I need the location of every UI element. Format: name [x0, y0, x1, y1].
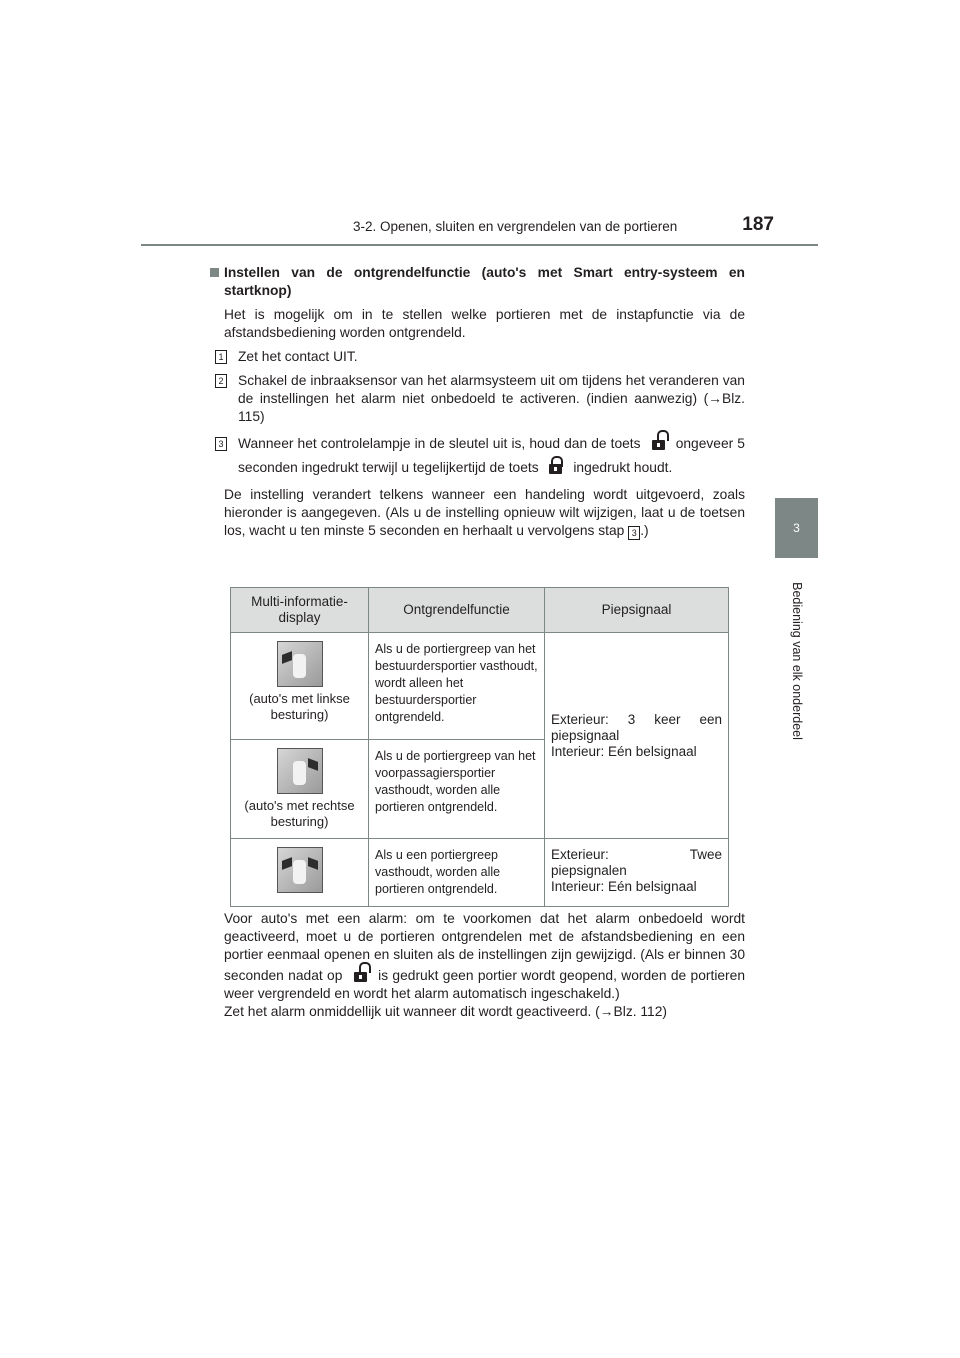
column-header: Piepsignaal — [545, 588, 729, 633]
beep-cell — [545, 839, 729, 907]
table-row — [231, 633, 729, 740]
step-number: 2 — [215, 374, 227, 388]
explanation-paragraph — [210, 486, 745, 540]
intro-paragraph: Het is mogelijk om in te stellen welke portieren met de instapfunctie via de afstandsbediening worden ontgrendeld. — [224, 307, 745, 340]
step-number: 1 — [215, 350, 227, 364]
step-3 — [210, 432, 745, 480]
alarm-note-final: Zet het alarm onmiddellijk uit wanneer dit wordt geactiveerd. (→Blz. 112) — [224, 1004, 667, 1019]
chapter-label: Bediening van elk onderdeel — [790, 582, 804, 740]
beep-cell — [545, 633, 729, 839]
passenger-door-display-icon — [277, 748, 323, 794]
section-title: 3-2. Openen, sluiten en vergrendelen van de portieren — [353, 219, 678, 234]
square-bullet-icon — [210, 268, 219, 277]
display-cell — [231, 740, 369, 839]
step-2 — [210, 372, 745, 426]
function-cell: Als u de portiergreep van het bestuurdersportier vasthoudt, wordt alleen het bestuurdersportier ontgrendeld. — [369, 633, 545, 740]
step-text: Wanneer het controlelampje in de sleutel uit is, houd dan de toets — [238, 436, 641, 451]
chapter-number: 3 — [793, 521, 800, 535]
step-reference: 3 — [628, 526, 640, 540]
section-heading — [210, 264, 745, 300]
beep-interior: Interieur: Eén belsignaal — [551, 879, 697, 894]
header-divider — [141, 244, 818, 246]
step-text: ongeveer 5 seconden ingedrukt terwijl u tegelijkertijd de toets — [238, 436, 745, 475]
beep-interior: Interieur: Eén belsignaal — [551, 743, 697, 759]
alarm-note-text: is gedrukt geen portier wordt geopend, worden de portieren weer vergrendeld en wordt het alarm automatisch ingeschakeld.) — [224, 968, 746, 1001]
heading-text: Instellen van de ontgrendelfunctie (auto's met Smart entry-systeem en startknop) — [224, 265, 745, 298]
alarm-note-text: Voor auto's met een alarm: om te voorkomen dat het alarm onbedoeld wordt geactiveerd, moet u de portieren ontgrendelen met de afstandsbediening en een portier eenmaal openen en sluiten als de instellingen zijn gewijzigd. (Als er binnen 30 seconden nadat op — [224, 911, 745, 983]
page-number: 187 — [742, 214, 774, 235]
table-header-row — [231, 588, 729, 633]
function-cell: Als u een portiergreep vasthoudt, worden alle portieren ontgrendeld. — [369, 839, 545, 907]
unlock-function-table — [230, 587, 729, 907]
step-text: Schakel de inbraaksensor van het alarmsysteem uit om tijdens het veranderen van de instellingen het alarm niet onbedoeld te activeren. (indien aanwezig) (→Blz. 115) — [238, 373, 745, 424]
unlock-icon — [353, 964, 368, 983]
function-cell: Als u de portiergreep van het voorpassagiersportier vasthoudt, worden alle portieren ontgrendeld. — [369, 740, 545, 839]
table-row — [231, 839, 729, 907]
display-label: (auto's met rechtse besturing) — [244, 798, 355, 829]
beep-exterior: Exterieur: 3 keer een piepsignaal — [551, 711, 722, 743]
chapter-tab — [775, 498, 818, 558]
step-1 — [210, 348, 745, 366]
beep-exterior: Exterieur: Twee piepsignalen — [551, 847, 722, 878]
display-cell — [231, 839, 369, 907]
explanation-text-end: .) — [640, 523, 649, 538]
display-label: (auto's met linkse besturing) — [249, 691, 350, 722]
step-number: 3 — [215, 437, 227, 451]
main-content — [210, 264, 745, 540]
display-cell — [231, 633, 369, 740]
step-text: Zet het contact UIT. — [238, 349, 358, 364]
alarm-note-paragraph — [224, 910, 745, 1003]
column-header: Ontgrendelfunctie — [369, 588, 545, 633]
all-doors-display-icon — [277, 847, 323, 893]
column-header: Multi-informatie-display — [231, 588, 369, 633]
lock-icon — [548, 456, 563, 475]
unlock-icon — [651, 432, 666, 451]
driver-door-display-icon — [277, 641, 323, 687]
alarm-note — [224, 910, 745, 1021]
explanation-text: De instelling verandert telkens wanneer een handeling wordt uitgevoerd, zoals hieronder is aangegeven. (Als u de instelling opnieuw wilt wijzigen, laat u de toetsen los, wacht u ten minste 5 seconden en herhaalt u vervolgens stap — [224, 487, 745, 538]
step-text: ingedrukt houdt. — [573, 460, 673, 475]
